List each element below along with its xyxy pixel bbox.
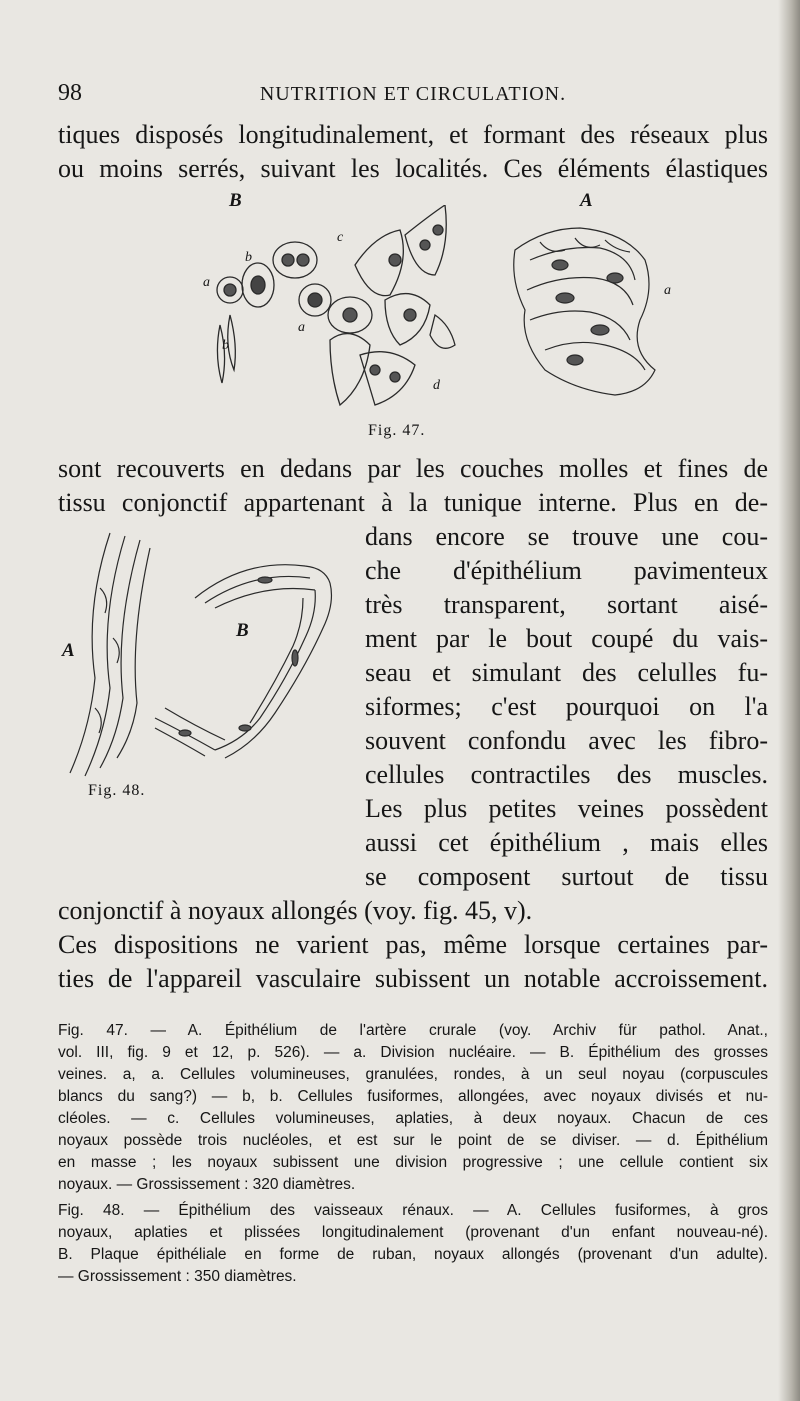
- fig47-label-b: b: [245, 250, 252, 265]
- body-line: sont recouverts en dedans par les couches molles et fines de: [58, 454, 768, 483]
- body-line-right: aussi cet épithélium , mais elles: [365, 828, 768, 857]
- body-line: conjonctif à noyaux allongés (voy. fig. 45, v).: [58, 896, 533, 925]
- legend-line: noyaux. — Grossissement : 320 diamètres.: [58, 1176, 356, 1193]
- fig48-label-B: B: [236, 620, 249, 641]
- body-line-right: cellules contractiles des muscles.: [365, 760, 768, 789]
- fig47-label-a2: a: [298, 320, 305, 335]
- legend-line: noyaux, aplaties et plissées longitudinalement (provenant d'un enfant nouveau-né).: [58, 1224, 768, 1241]
- figure-48-illustration: [55, 528, 365, 778]
- page-number: 98: [58, 80, 82, 106]
- legend-line: — Grossissement : 350 diamètres.: [58, 1268, 297, 1285]
- legend-line: blancs du sang?) — b, b. Cellules fusiformes, allongées, avec noyaux divisés et nu-: [58, 1088, 768, 1105]
- legend-line: B. Plaque épithéliale en forme de ruban, noyaux allongés (provenant d'un adulte).: [58, 1246, 768, 1263]
- legend-line: veines. a, a. Cellules volumineuses, granulées, rondes, à un seul noyau (corpuscules: [58, 1066, 768, 1083]
- legend-line: noyaux possède trois nucléoles, et est sur le point de se diviser. — d. Épithélium: [58, 1132, 768, 1149]
- body-line: ties de l'appareil vasculaire subissent un notable accroissement.: [58, 964, 768, 993]
- fig48-label-A: A: [62, 640, 75, 661]
- body-line-right: se composent surtout de tissu: [365, 862, 768, 891]
- legend-line: cléoles. — c. Cellules volumineuses, aplaties, à deux noyaux. Chacun de ces: [58, 1110, 768, 1127]
- fig47-label-a: a: [203, 275, 210, 290]
- body-line: tiques disposés longitudinalement, et formant des réseaux plus: [58, 120, 768, 149]
- body-line: ou moins serrés, suivant les localités. Ces éléments élastiques: [58, 154, 768, 183]
- fig47-label-B: B: [229, 190, 242, 211]
- fig47-label-A: A: [580, 190, 593, 211]
- legend-line: Fig. 47. — A. Épithélium de l'artère crurale (voy. Archiv für pathol. Anat.,: [58, 1022, 768, 1039]
- body-line-right: che d'épithélium pavimenteux: [365, 556, 768, 585]
- legend-line: Fig. 48. — Épithélium des vaisseaux rénaux. — A. Cellules fusiformes, à gros: [58, 1202, 768, 1219]
- figure-47-a-illustration: [505, 220, 675, 400]
- figure-47-b-illustration: [200, 205, 470, 410]
- fig47-label-b2: b: [222, 338, 229, 353]
- body-line-right: très transparent, sortant aisé-: [365, 590, 768, 619]
- legend-line: vol. III, fig. 9 et 12, p. 526). — a. Division nucléaire. — B. Épithélium des grosses: [58, 1044, 768, 1061]
- body-line: tissu conjonctif appartenant à la tunique interne. Plus en de-: [58, 488, 768, 517]
- fig48-caption: Fig. 48.: [88, 782, 146, 799]
- body-line-right: dans encore se trouve une cou-: [365, 522, 768, 551]
- body-line: Ces dispositions ne varient pas, même lorsque certaines par-: [58, 930, 768, 959]
- body-line-right: siformes; c'est pourquoi on l'a: [365, 692, 768, 721]
- body-line-right: souvent confondu avec les fibro-: [365, 726, 768, 755]
- body-line-right: ment par le bout coupé du vais-: [365, 624, 768, 653]
- body-line-right: seau et simulant des celulles fu-: [365, 658, 768, 687]
- legend-line: en masse ; les noyaux subissent une division progressive ; une cellule contient six: [58, 1154, 768, 1171]
- running-header: [58, 80, 768, 108]
- fig47-caption: Fig. 47.: [368, 422, 426, 439]
- fig47-label-c: c: [337, 230, 344, 245]
- page-edge-shadow: [778, 0, 800, 1401]
- fig47-label-d: d: [433, 378, 440, 393]
- body-line-right: Les plus petites veines possèdent: [365, 794, 768, 823]
- fig47-label-a-right: a: [664, 283, 671, 298]
- running-title: NUTRITION ET CIRCULATION.: [259, 83, 567, 105]
